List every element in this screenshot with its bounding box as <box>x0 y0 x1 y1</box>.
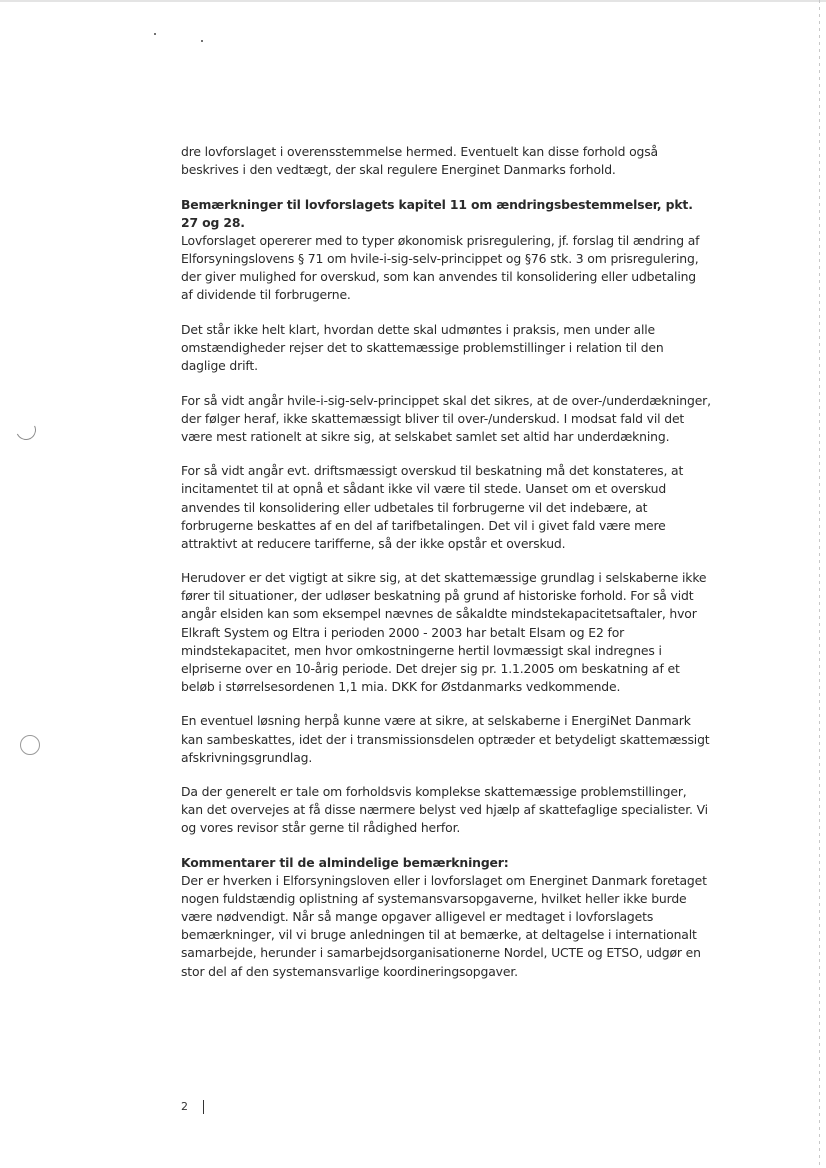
scan-top-edge <box>0 0 826 2</box>
paragraph: Det står ikke helt klart, hvordan dette skal udmøntes i praksis, men under alle omstændigheder rejser det to skattemæssige problemstillinger i relation til den daglige drift. <box>181 321 664 373</box>
paragraph: En eventuel løsning herpå kunne være at sikre, at selskaberne i EnergiNet Danmark kan sambeskattes, idet der i transmissionsdelen optræder et betydeligt skattemæssigt afskrivningsgrundlag. <box>181 713 710 765</box>
scan-speck <box>201 40 203 42</box>
paragraph: Herudover er det vigtigt at sikre sig, at det skattemæssige grundlag i selskaberne ikke fører til situationer, der udløser beskatning på grund af historiske forhold. For så vidt angår elsiden kan som eksempel nævnes de såkaldte mindstekapacitetsaftaler, hvor Elkraft System og Eltra i perioden 2000 - 2003 har betalt Elsam og E2 for mindstekapacitet, men hvor omkostningerne hertil lovmæssigt skal indregnes i elpriserne over en 10-årig periode. Det drejer sig pr. 1.1.2005 om beskatning af et beløb i størrelsesordenen 1,1 mia. DKK for Østdanmarks vedkommende. <box>181 570 707 694</box>
page-number: 2 <box>181 1100 188 1113</box>
paragraph: dre lovforslaget i overensstemmelse hermed. Eventuelt kan disse forhold også beskrives i den vedtægt, der skal regulere Energinet Danmarks forhold. <box>181 144 658 178</box>
paragraph: Da der generelt er tale om forholdsvis komplekse skattemæssige problemstillinger, kan det overvejes at få disse nærmere belyst ved hjælp af skattefaglige specialister. Vi og vores revisor står gerne til rådighed herfor. <box>181 784 708 836</box>
document-body <box>181 143 711 997</box>
punch-hole-mark <box>20 735 40 755</box>
punch-hole-mark <box>13 417 39 443</box>
paragraph: Lovforslaget opererer med to typer økonomisk prisregulering, jf. forslag til ændring af Elforsyningslovens § 71 om hvile-i-sig-selv-princippet og §76 stk. 3 om prisregulering, der giver mulighed for overskud, som kan anvendes til konsolidering eller udbetaling af dividende til forbrugerne. <box>181 232 700 303</box>
scan-speck <box>154 33 156 35</box>
footer-divider <box>203 1100 204 1114</box>
paragraph: For så vidt angår evt. driftsmæssigt overskud til beskatning må det konstateres, at incitamentet til at opnå et sådant ikke vil være til stede. Uanset om et overskud anvendes til konsolidering eller udbetales til forbrugerne vil det indebære, at forbrugerne beskattes af en del af tarifbetalingen. Det vil i givet fald være mere attraktivt at reducere tarifferne, så der ikke opstår et overskud. <box>181 463 684 551</box>
paragraph: Der er hverken i Elforsyningsloven eller i lovforslaget om Energinet Danmark foretaget nogen fuldstændig oplistning af systemansvarsopgaverne, hvilket heller ikke burde være nødvendigt. Når så mange opgaver alligevel er medtaget i lovforslagets bemærkninger, vil vi bruge anledningen til at bemærke, at deltagelse i internationalt samarbejde, herunder i samarbejdsorganisationerne Nordel, UCTE og ETSO, udgør en stor del af den systemansvarlige koordineringsopgaver. <box>181 873 707 979</box>
paragraph: For så vidt angår hvile-i-sig-selv-princippet skal det sikres, at de over-/underdækninger, der følger heraf, ikke skattemæssigt bliver til over-/underskud. I modsat fald vil det være mest rationelt at sikre sig, at selskabet samlet set altid har underdækning. <box>181 392 711 444</box>
section-heading: Kommentarer til de almindelige bemærkninger: <box>181 855 509 870</box>
section-heading: Bemærkninger til lovforslagets kapitel 11 om ændringsbestemmelser, pkt. 27 og 28. <box>181 196 693 230</box>
scan-page-edge <box>819 0 820 1168</box>
